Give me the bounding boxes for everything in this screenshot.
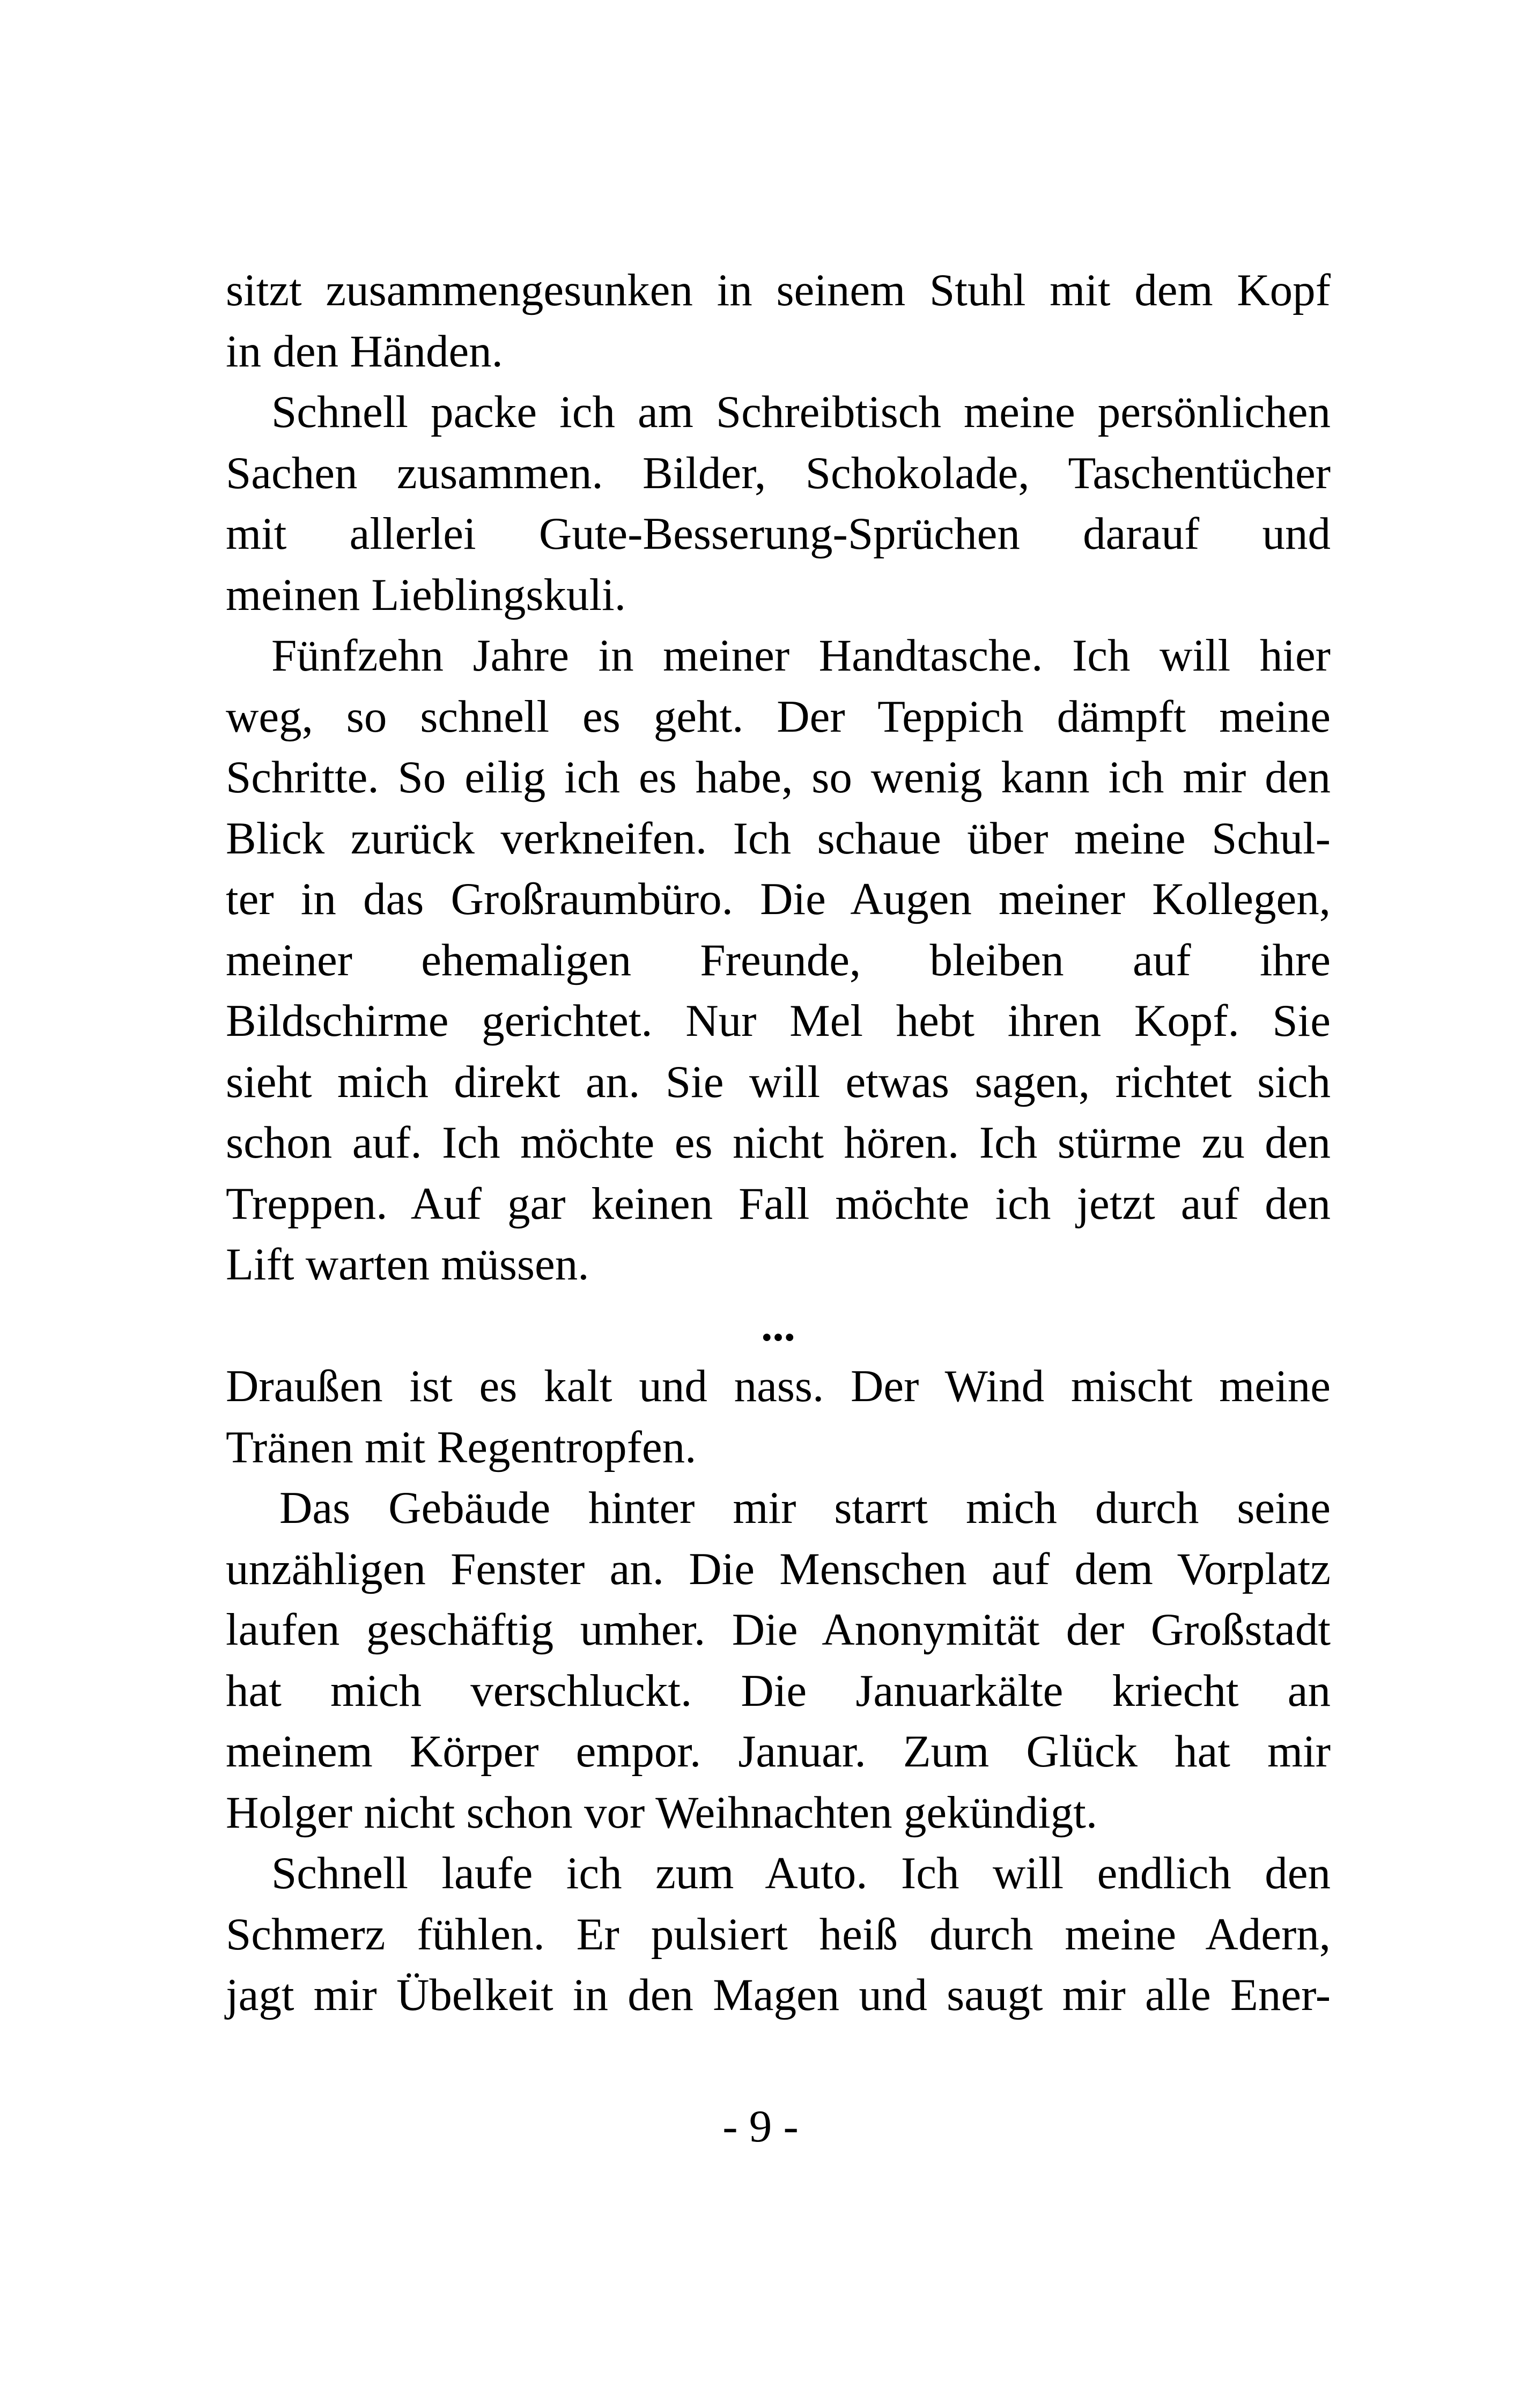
text-line: Draußen ist es kalt und nass. Der Wind mischt meine: [226, 1361, 1331, 1411]
section-separator: ...: [761, 1300, 795, 1351]
text-line: unzähligen Fenster an. Die Menschen auf dem Vorplatz: [226, 1543, 1331, 1594]
text-line: in den Händen.: [226, 326, 503, 377]
page-number: - 9 -: [722, 2101, 799, 2152]
text-line: Tränen mit Regentropfen.: [226, 1422, 697, 1472]
text-line: meiner ehemaligen Freunde, bleiben auf ihre: [226, 934, 1331, 985]
text-line: Das Gebäude hinter mir starrt mich durch seine: [279, 1483, 1331, 1533]
text-line: Sachen zusammen. Bilder, Schokolade, Taschentücher: [226, 447, 1331, 498]
text-line: sieht mich direkt an. Sie will etwas sagen, richtet sich: [226, 1056, 1331, 1107]
text-line: Lift warten müssen.: [226, 1239, 589, 1290]
text-line: weg, so schnell es geht. Der Teppich dämpft meine: [226, 691, 1331, 742]
text-line: schon auf. Ich möchte es nicht hören. Ich stürme zu den: [226, 1117, 1331, 1168]
text-line: Schmerz fühlen. Er pulsiert heiß durch meine Adern,: [226, 1909, 1331, 1960]
text-line: jagt mir Übelkeit in den Magen und saugt mir alle Ener-: [226, 1970, 1331, 2020]
text-line: Blick zurück verkneifen. Ich schaue über meine Schul-: [226, 813, 1331, 864]
text-line: Schnell packe ich am Schreibtisch meine persönlichen: [271, 387, 1331, 437]
text-line: Holger nicht schon vor Weihnachten gekündigt.: [226, 1787, 1098, 1838]
text-line: ter in das Großraumbüro. Die Augen meiner Kollegen,: [226, 874, 1331, 924]
text-line: Bildschirme gerichtet. Nur Mel hebt ihren Kopf. Sie: [226, 996, 1331, 1046]
text-line: Fünfzehn Jahre in meiner Handtasche. Ich will hier: [271, 630, 1331, 681]
text-line: meinen Lieblingskuli.: [226, 569, 626, 620]
text-line: hat mich verschluckt. Die Januarkälte kriecht an: [226, 1665, 1331, 1716]
body-text: [226, 260, 1331, 2026]
text-line: Schnell laufe ich zum Auto. Ich will endlich den: [271, 1848, 1331, 1898]
text-line: laufen geschäftig umher. Die Anonymität der Großstadt: [226, 1604, 1331, 1655]
text-line: Treppen. Auf gar keinen Fall möchte ich jetzt auf den: [226, 1178, 1331, 1229]
text-line: meinem Körper empor. Januar. Zum Glück hat mir: [226, 1726, 1331, 1777]
text-line: sitzt zusammengesunken in seinem Stuhl mit dem Kopf: [226, 265, 1331, 315]
text-line: Schritte. So eilig ich es habe, so wenig kann ich mir den: [226, 752, 1331, 802]
text-line: mit allerlei Gute-Besserung-Sprüchen darauf und: [226, 509, 1331, 559]
